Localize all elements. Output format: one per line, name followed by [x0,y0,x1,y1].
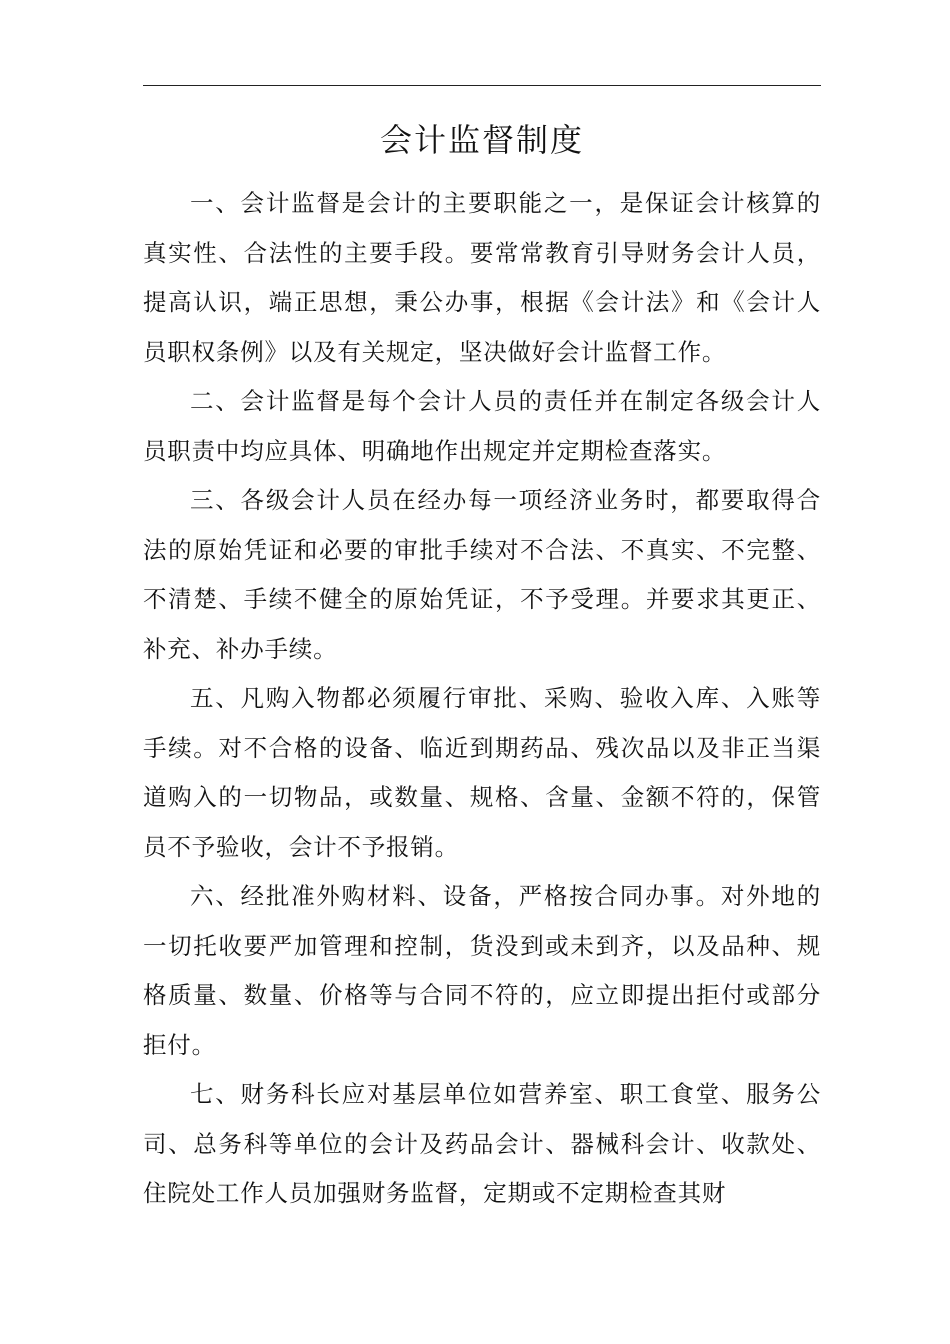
header-rule [143,85,821,86]
paragraph-1: 一、会计监督是会计的主要职能之一，是保证会计核算的真实性、合法性的主要手段。要常常教育引导财务会计人员，提高认识，端正思想，秉公办事，根据《会计法》和《会计人员职权条例》以及有关规定，坚决做好会计监督工作。 [143,189,821,366]
paragraph-7: 七、财务科长应对基层单位如营养室、职工食堂、服务公司、总务科等单位的会计及药品会计、器械科会计、收款处、住院处工作人员加强财务监督，定期或不定期检查其财 [143,1080,821,1207]
document-body [143,179,821,1219]
paragraph-6: 六、经批准外购材料、设备，严格按合同办事。对外地的一切托收要严加管理和控制，货没到或未到齐，以及品种、规格质量、数量、价格等与合同不符的，应立即提出拒付或部分拒付。 [143,882,821,1059]
paragraph-2: 二、会计监督是每个会计人员的责任并在制定各级会计人员职责中均应具体、明确地作出规定并定期检查落实。 [143,387,821,465]
document-title: 会计监督制度 [379,121,584,159]
paragraph-5: 五、凡购入物都必须履行审批、采购、验收入库、入账等手续。对不合格的设备、临近到期药品、残次品以及非正当渠道购入的一切物品，或数量、规格、含量、金额不符的，保管员不予验收，会计不予报销。 [143,684,821,861]
paragraph-3: 三、各级会计人员在经办每一项经济业务时，都要取得合法的原始凭证和必要的审批手续对不合法、不真实、不完整、不清楚、手续不健全的原始凭证，不予受理。并要求其更正、补充、补办手续。 [143,486,821,663]
